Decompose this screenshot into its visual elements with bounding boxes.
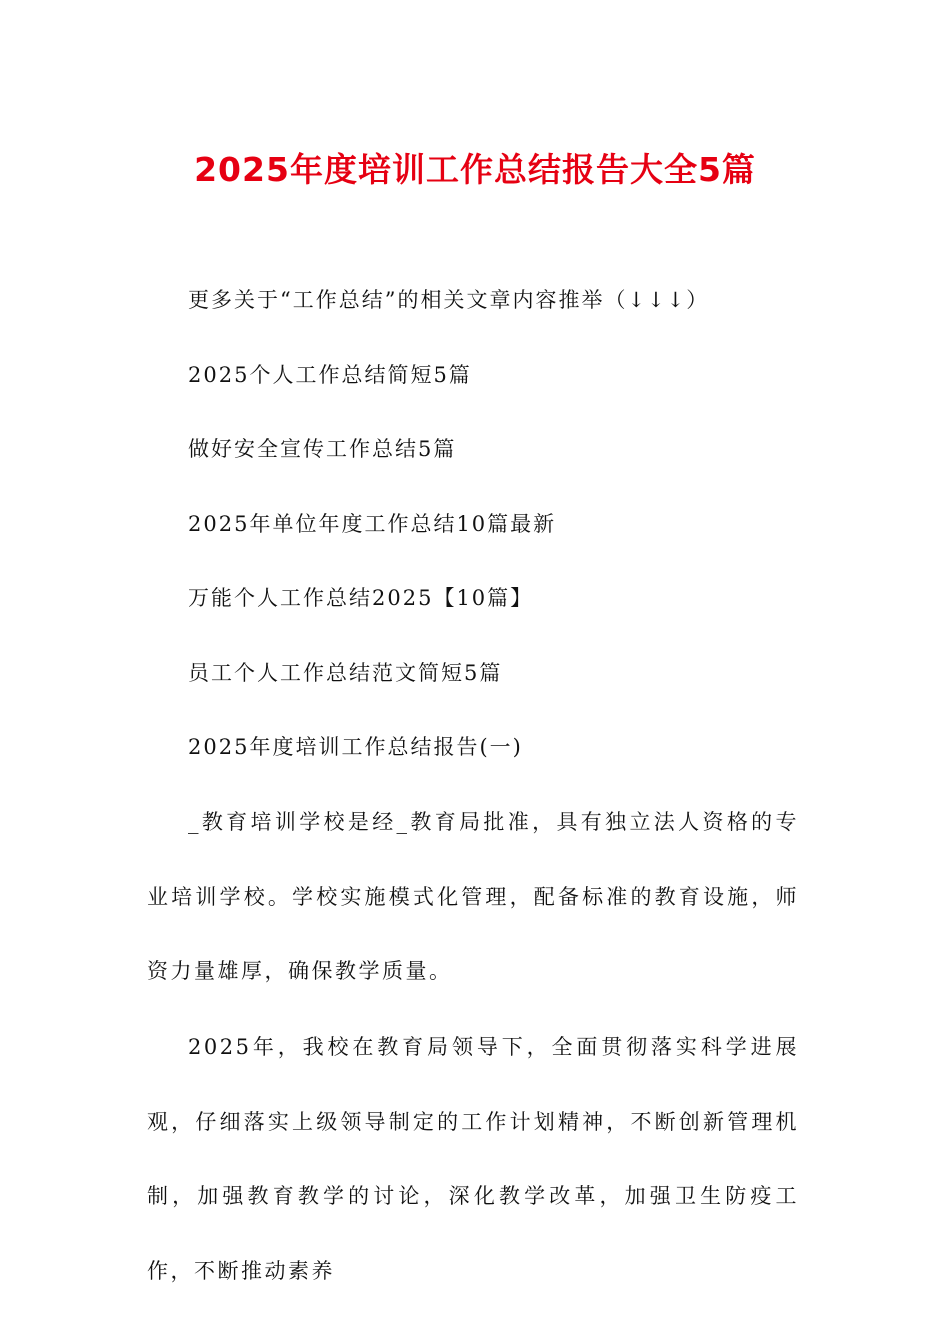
- section-heading: 2025年度培训工作总结报告(一): [188, 735, 523, 759]
- body-paragraph-1: _教育培训学校是经_教育局批准，具有独立法人资格的专业培训学校。学校实施模式化管理，配备标准的教育设施，师资力量雄厚，确保教学质量。: [147, 810, 799, 983]
- related-link-2[interactable]: 做好安全宣传工作总结5篇: [188, 437, 457, 461]
- related-link-4[interactable]: 万能个人工作总结2025【10篇】: [188, 586, 534, 610]
- related-link-5[interactable]: 员工个人工作总结范文简短5篇: [188, 661, 503, 685]
- related-link-1[interactable]: 2025个人工作总结简短5篇: [188, 363, 472, 387]
- related-link-3[interactable]: 2025年单位年度工作总结10篇最新: [188, 512, 557, 536]
- document-title: 2025年度培训工作总结报告大全5篇: [194, 150, 756, 189]
- related-intro: 更多关于“工作总结”的相关文章内容推举（↓↓↓）: [188, 288, 710, 312]
- body-paragraph-2: 2025年，我校在教育局领导下，全面贯彻落实科学进展观，仔细落实上级领导制定的工作计划精神，不断创新管理机制，加强教育教学的讨论，深化教学改革，加强卫生防疫工作，不断推动素养: [147, 1035, 799, 1283]
